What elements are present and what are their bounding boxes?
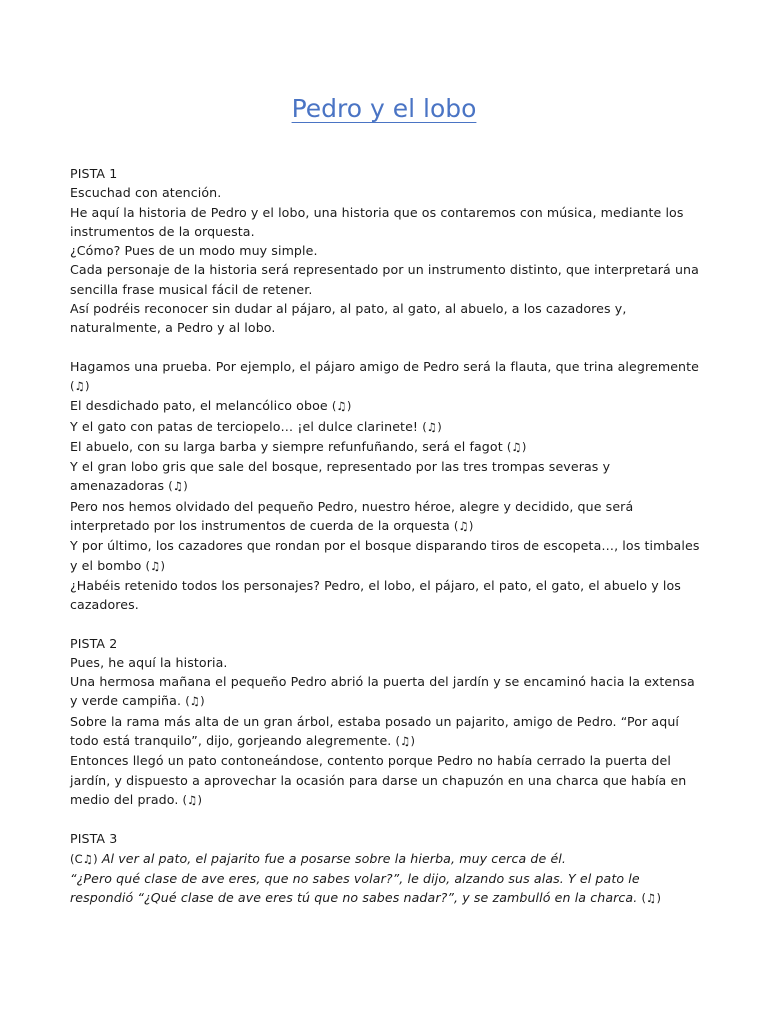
music-note-icon: (♫) bbox=[422, 419, 442, 434]
music-note-icon: (♫) bbox=[168, 479, 188, 494]
spacer bbox=[70, 615, 702, 634]
spacer bbox=[70, 810, 702, 829]
music-note-icon: (♫) bbox=[641, 891, 662, 906]
text: El desdichado pato, el melancólico oboe bbox=[70, 398, 328, 414]
text: Y el gran lobo gris que sale del bosque, representado por las tres trompas severas y amenazadoras bbox=[70, 459, 611, 494]
paragraph: Pues, he aquí la historia. bbox=[70, 654, 228, 670]
document-title: Pedro y el lobo bbox=[291, 94, 477, 123]
paragraph bbox=[70, 751, 702, 810]
music-note-icon: (♫) bbox=[395, 734, 416, 749]
music-note-icon: (♫) bbox=[453, 519, 474, 534]
paragraph: ¿Cómo? Pues de un modo muy simple. bbox=[70, 243, 318, 259]
paragraph bbox=[70, 849, 702, 869]
music-note-icon: (♫) bbox=[70, 378, 90, 393]
paragraph bbox=[70, 396, 702, 416]
italic-text: “¿Pero qué clase de ave eres, que no sabes volar?”, le dijo, alzando sus alas. Y el pato le respondió “¿Qué clase de ave eres tú que no sabes nadar?”, y se zambulló en la charca. bbox=[70, 870, 640, 906]
text: Y el gato con patas de terciopelo… ¡el dulce clarinete! bbox=[70, 418, 419, 434]
paragraph: ¿Habéis retenido todos los personajes? Pedro, el lobo, el pájaro, el pato, el gato, el abuelo y los cazadores. bbox=[70, 577, 681, 613]
text: Sobre la rama más alta de un gran árbol, estaba posado un pajarito, amigo de Pedro. “Por aquí todo está tranquilo”, dijo, gorjeando alegremente. bbox=[70, 713, 680, 749]
track-3-label: PISTA 3 bbox=[70, 831, 118, 847]
paragraph bbox=[70, 497, 702, 537]
music-note-icon: (♫) bbox=[331, 399, 352, 414]
paragraph: Así podréis reconocer sin dudar al pájaro, al pato, al gato, al abuelo, a los cazadores y, naturalmente, a Pedro y al lobo. bbox=[70, 301, 627, 336]
document-body bbox=[70, 164, 702, 908]
italic-text: Al ver al pato, el pajarito fue a posarse sobre la hierba, muy cerca de él. bbox=[101, 850, 566, 866]
paragraph bbox=[70, 672, 702, 712]
text: Hagamos una prueba. Por ejemplo, el pájaro amigo de Pedro será la flauta, que trina alegremente bbox=[70, 358, 700, 374]
paragraph: Escuchad con atención. bbox=[70, 185, 222, 201]
track-2-label: PISTA 2 bbox=[70, 635, 118, 651]
text: Y por último, los cazadores que rondan por el bosque disparando tiros de escopeta…, los timbales y el bombo bbox=[70, 538, 700, 573]
music-note-icon: (♫) bbox=[145, 558, 166, 573]
text: Una hermosa mañana el pequeño Pedro abrió la puerta del jardín y se encaminó hacia la extensa y verde campiña. bbox=[70, 674, 695, 709]
paragraph bbox=[70, 712, 702, 752]
music-note-icon: (♫) bbox=[506, 439, 527, 454]
paragraph: Cada personaje de la historia será representado por un instrumento distinto, que interpretará una sencilla frase musical fácil de retener. bbox=[70, 262, 699, 297]
paragraph bbox=[70, 457, 702, 497]
text: Entonces llegó un pato contoneándose, contento porque Pedro no había cerrado la puerta del jardín, y dispuesto a aprovechar la ocasión para darse un chapuzón en una charca que había en medio del prado. bbox=[70, 753, 687, 807]
track-1-label: PISTA 1 bbox=[70, 166, 118, 181]
paragraph bbox=[70, 437, 702, 457]
music-note-icon: (♫) bbox=[182, 792, 203, 807]
paragraph bbox=[70, 357, 702, 397]
paragraph bbox=[70, 536, 702, 576]
paragraph bbox=[70, 869, 702, 909]
music-note-icon: (♫) bbox=[185, 694, 205, 709]
music-note-icon: (C♫) bbox=[70, 851, 98, 866]
paragraph bbox=[70, 417, 702, 437]
text: El abuelo, con su larga barba y siempre refunfuñando, será el fagot bbox=[70, 438, 503, 454]
spacer bbox=[70, 338, 702, 357]
paragraph: He aquí la historia de Pedro y el lobo, una historia que os contaremos con música, mediante los instrumentos de la orquesta. bbox=[70, 204, 684, 239]
text: Pero nos hemos olvidado del pequeño Pedro, nuestro héroe, alegre y decidido, que será interpretado por los instrumentos de cuerda de la orquesta bbox=[70, 498, 634, 534]
